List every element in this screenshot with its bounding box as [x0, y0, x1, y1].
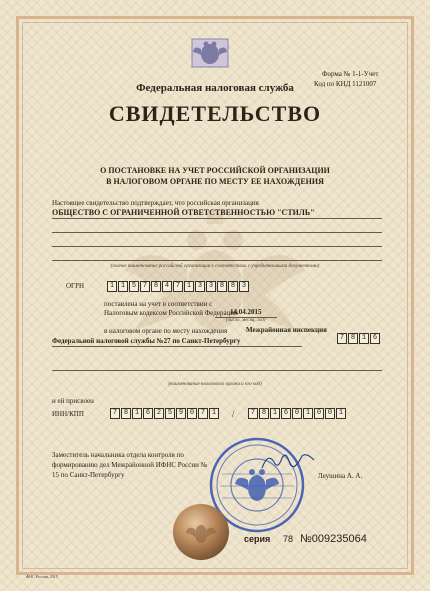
- assigned-label: и ей присвоен: [52, 397, 94, 405]
- ogrn-digit: 4: [162, 281, 172, 292]
- subtitle-line-2: В НАЛОГОВОМ ОРГАНЕ ПО МЕСТУ ЕЕ НАХОЖДЕНИЯ: [106, 177, 324, 186]
- inn-digit: 2: [154, 408, 164, 419]
- document-title: СВИДЕТЕЛЬСТВО: [108, 101, 322, 126]
- kpp-digit: 0: [325, 408, 335, 419]
- hologram-sticker-icon: [172, 503, 230, 561]
- ogrn-field: [107, 281, 250, 292]
- tax-office-code-digit: 1: [359, 333, 369, 344]
- ogrn-digit: 7: [173, 281, 183, 292]
- kpp-digit: 1: [270, 408, 280, 419]
- signatory-position-3: 15 по Санкт-Петербургу: [52, 471, 125, 479]
- kpp-digit: 6: [281, 408, 291, 419]
- knd-code: Код по КНД 1121007: [314, 80, 377, 88]
- form-number: Форма № 1-1-Учет: [322, 70, 379, 78]
- kpp-digit: 0: [314, 408, 324, 419]
- subtitle-line-1: О ПОСТАНОВКЕ НА УЧЕТ РОССИЙСКОЙ ОРГАНИЗАЦИИ: [100, 166, 330, 175]
- tax-office-code-digit: 7: [337, 333, 347, 344]
- ogrn-digit: 1: [107, 281, 117, 292]
- handwritten-signature: [258, 448, 318, 474]
- series-label: серия: [244, 534, 271, 544]
- ogrn-digit: 8: [151, 281, 161, 292]
- org-line-4: [52, 260, 382, 261]
- inn-digit: 1: [209, 408, 219, 419]
- tax-office-caption: (наименование налогового органа и его код): [168, 382, 262, 387]
- inn-digit: 0: [187, 408, 197, 419]
- kpp-digit: 0: [292, 408, 302, 419]
- tax-office-code-digit: 6: [370, 333, 380, 344]
- footer-small-print: ФНС России, 2015: [26, 574, 58, 579]
- inn-digit: 1: [132, 408, 142, 419]
- series-value: 78: [283, 534, 294, 544]
- kpp-digit: 1: [336, 408, 346, 419]
- ogrn-digit: 1: [184, 281, 194, 292]
- certificate-number: №009235064: [300, 533, 367, 545]
- ogrn-digit: 8: [228, 281, 238, 292]
- tax-office-line: [52, 346, 302, 347]
- inn-digit: 8: [121, 408, 131, 419]
- intro-text: Настоящее свидетельство подтверждает, что российская организация: [52, 199, 259, 207]
- registered-line-2: Налоговым кодексом Российской Федерации: [104, 309, 238, 317]
- inn-kpp-label: ИНН/КПП: [52, 410, 84, 418]
- registered-line-1: поставлена на учет в соответствии с: [104, 300, 213, 308]
- date-caption: (число, месяц, год): [226, 318, 266, 323]
- ogrn-digit: 8: [217, 281, 227, 292]
- inn-digit: 6: [143, 408, 153, 419]
- ogrn-digit: 3: [195, 281, 205, 292]
- org-line-3: [52, 246, 382, 247]
- tax-office-line-2: [52, 370, 382, 371]
- inn-digit: 5: [165, 408, 175, 419]
- ogrn-digit: 1: [118, 281, 128, 292]
- tax-office-name-1: Межрайонная инспекция: [246, 326, 327, 334]
- signatory-position-2: формированию дел Межрайонной ИФНС России №: [52, 461, 208, 469]
- tax-office-code-field: [337, 333, 381, 344]
- ogrn-digit: 3: [206, 281, 216, 292]
- signatory-position-1: Заместитель начальника отдела контроля по: [52, 451, 184, 459]
- eagle-watermark: [115, 200, 315, 360]
- registration-date: 14.04.2015: [230, 308, 262, 316]
- tax-office-name-2: Федеральной налоговой службы №27 по Санкт-Петербургу: [52, 337, 241, 345]
- tax-office-code-digit: 8: [348, 333, 358, 344]
- kpp-digit: 1: [303, 408, 313, 419]
- org-line-1: [52, 218, 382, 219]
- ogrn-digit: 3: [239, 281, 249, 292]
- inn-digit: 9: [176, 408, 186, 419]
- inn-digit: 7: [110, 408, 120, 419]
- kpp-digit: 7: [248, 408, 258, 419]
- tax-service-emblem-icon: [190, 37, 230, 69]
- inn-kpp-separator: /: [232, 409, 235, 419]
- kpp-digit: 8: [259, 408, 269, 419]
- organization-name: ОБЩЕСТВО С ОГРАНИЧЕННОЙ ОТВЕТСТВЕННОСТЬЮ "СТИЛЬ": [52, 208, 315, 217]
- kpp-field: [248, 408, 347, 419]
- org-caption: (полное наименование российской организации в соответствии с учредительными документами): [110, 264, 320, 269]
- inn-field: [110, 408, 220, 419]
- org-line-2: [52, 232, 382, 233]
- ogrn-digit: 5: [129, 281, 139, 292]
- tax-office-prefix: в налоговом органе по месту нахождения: [104, 327, 228, 335]
- ogrn-label: ОГРН: [66, 282, 85, 290]
- signatory-name: Леушина А. А.: [318, 472, 363, 480]
- ogrn-digit: 7: [140, 281, 150, 292]
- inn-digit: 7: [198, 408, 208, 419]
- service-name: Федеральная налоговая служба: [136, 82, 294, 94]
